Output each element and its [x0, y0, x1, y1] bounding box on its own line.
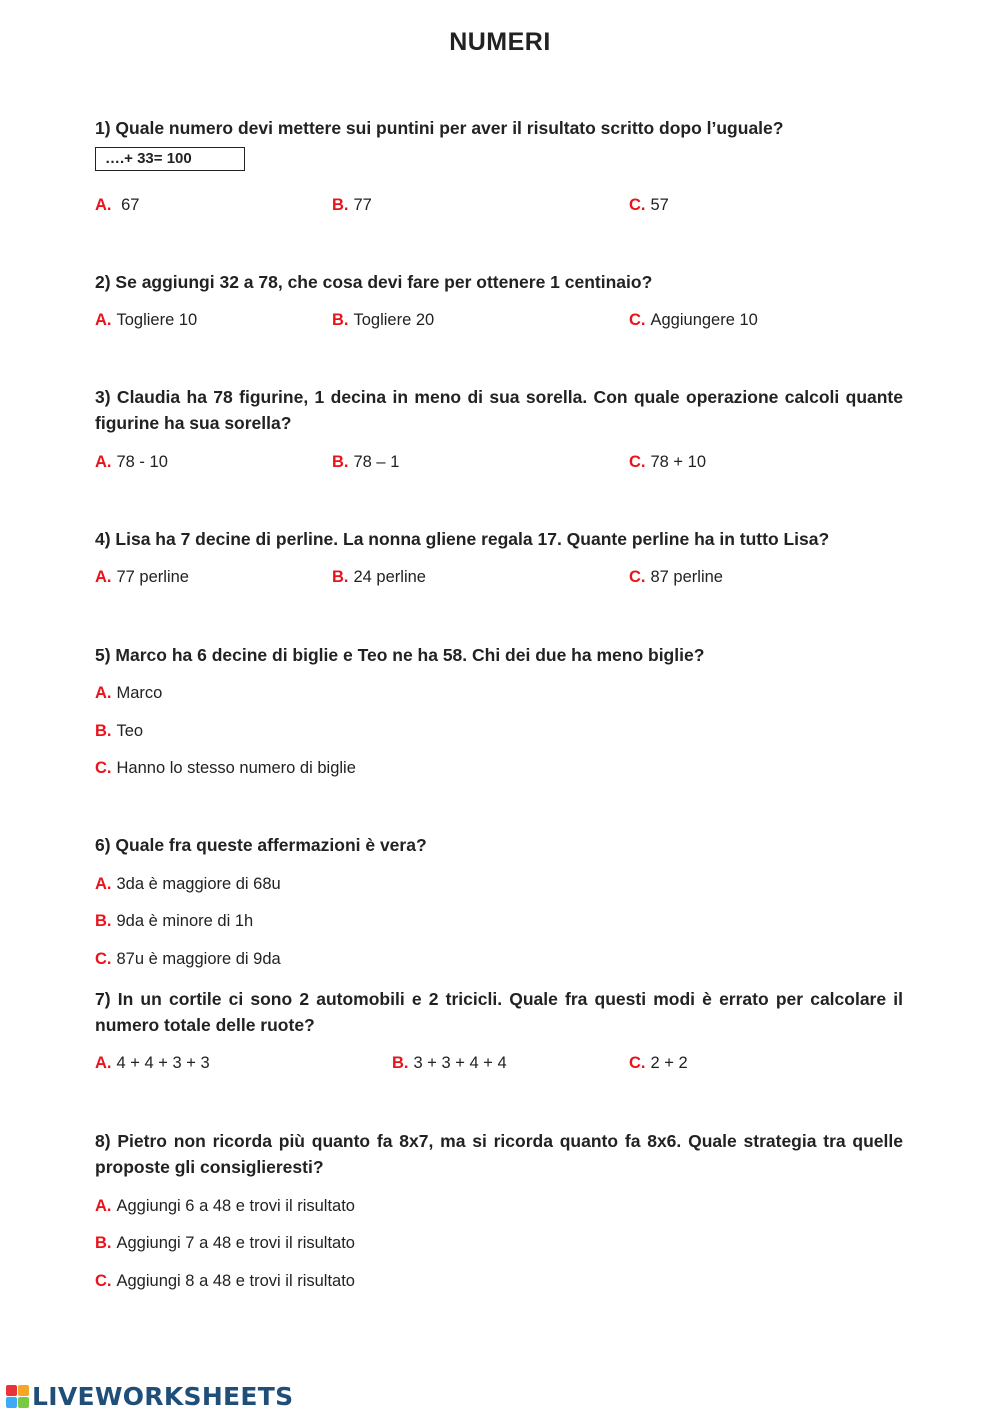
option-text: 4 + 4 + 3 + 3 [116, 1054, 210, 1072]
option-letter: B. [95, 1234, 112, 1252]
option-letter: C. [95, 1272, 112, 1290]
option-text: 87 perline [650, 568, 723, 586]
option-8c[interactable] [95, 1271, 355, 1291]
option-letter: B. [332, 453, 349, 471]
option-letter: A. [95, 684, 112, 702]
option-letter: C. [629, 568, 646, 586]
logo-square-blue [6, 1397, 17, 1408]
option-6a[interactable] [95, 874, 281, 894]
option-text: 3 + 3 + 4 + 4 [413, 1054, 507, 1072]
option-text: 78 - 10 [116, 453, 168, 471]
option-text: Aggiungi 7 a 48 e trovi il risultato [116, 1234, 355, 1252]
option-letter: C. [629, 311, 646, 329]
option-letter: A. [95, 875, 112, 893]
option-7a[interactable] [95, 1053, 210, 1073]
option-text: Togliere 20 [353, 311, 435, 329]
option-4b[interactable] [332, 567, 426, 587]
option-1a[interactable] [95, 195, 139, 215]
option-letter: A. [95, 1197, 112, 1215]
option-text: 78 – 1 [353, 453, 400, 471]
option-letter: B. [332, 311, 349, 329]
option-text: Hanno lo stesso numero di biglie [116, 759, 356, 777]
option-8a[interactable] [95, 1196, 355, 1216]
option-letter: C. [629, 1054, 646, 1072]
question-8: 8) Pietro non ricorda più quanto fa 8x7, ma si ricorda quanto fa 8x6. Quale strategia tra quelle proposte gli consiglieresti? [95, 1131, 903, 1177]
option-letter: A. [95, 453, 112, 471]
liveworksheets-logo[interactable] [6, 1381, 293, 1411]
option-text: Aggiungere 10 [650, 311, 758, 329]
logo-square-green [18, 1397, 29, 1408]
option-2b[interactable] [332, 310, 434, 330]
option-3b[interactable] [332, 452, 399, 472]
option-letter: A. [95, 568, 112, 586]
option-5b[interactable] [95, 721, 143, 741]
question-1: 1) Quale numero devi mettere sui puntini per aver il risultato scritto dopo l’uguale? [95, 118, 784, 138]
option-text: Teo [116, 722, 144, 740]
option-text: Togliere 10 [116, 311, 198, 329]
question-5: 5) Marco ha 6 decine di biglie e Teo ne ha 58. Chi dei due ha meno biglie? [95, 645, 705, 665]
option-letter: C. [95, 950, 112, 968]
option-4a[interactable] [95, 567, 189, 587]
option-letter: C. [95, 759, 112, 777]
option-text: 3da è maggiore di 68u [116, 875, 281, 893]
option-letter: A. [95, 196, 112, 214]
question-3: 3) Claudia ha 78 figurine, 1 decina in meno di sua sorella. Con quale operazione calcoli quante figurine ha sua sorella? [95, 387, 903, 433]
option-1b[interactable] [332, 195, 372, 215]
logo-text: LIVEWORKSHEETS [32, 1381, 294, 1411]
liveworksheets-logo-icon [6, 1385, 29, 1408]
option-text: 77 [353, 196, 372, 214]
option-letter: B. [392, 1054, 409, 1072]
question-6: 6) Quale fra queste affermazioni è vera? [95, 835, 427, 855]
option-letter: B. [95, 722, 112, 740]
option-letter: B. [332, 568, 349, 586]
question-4: 4) Lisa ha 7 decine di perline. La nonna gliene regala 17. Quante perline ha in tutto Lisa? [95, 529, 830, 549]
option-7c[interactable] [629, 1053, 688, 1073]
option-text: 24 perline [353, 568, 426, 586]
option-7b[interactable] [392, 1053, 507, 1073]
option-text: 77 perline [116, 568, 189, 586]
option-text: 2 + 2 [650, 1054, 688, 1072]
logo-square-red [6, 1385, 17, 1396]
option-2a[interactable] [95, 310, 197, 330]
option-letter: B. [95, 912, 112, 930]
option-6c[interactable] [95, 949, 281, 969]
option-text: Aggiungi 6 a 48 e trovi il risultato [116, 1197, 355, 1215]
option-text: 9da è minore di 1h [116, 912, 254, 930]
option-text: 87u è maggiore di 9da [116, 950, 281, 968]
option-letter: C. [629, 196, 646, 214]
option-3a[interactable] [95, 452, 168, 472]
option-5c[interactable] [95, 758, 356, 778]
page-title: NUMERI [449, 28, 551, 56]
option-8b[interactable] [95, 1233, 355, 1253]
option-4c[interactable] [629, 567, 723, 587]
option-6b[interactable] [95, 911, 253, 931]
option-letter: B. [332, 196, 349, 214]
option-1c[interactable] [629, 195, 669, 215]
question-7: 7) In un cortile ci sono 2 automobili e 2 tricicli. Quale fra questi modi è errato per calcolare il numero totale delle ruote? [95, 989, 903, 1035]
option-letter: C. [629, 453, 646, 471]
logo-square-orange [18, 1385, 29, 1396]
equation-box: ….+ 33= 100 [95, 147, 245, 171]
option-text: 57 [650, 196, 669, 214]
option-text: Marco [116, 684, 163, 702]
option-text: Aggiungi 8 a 48 e trovi il risultato [116, 1272, 355, 1290]
option-text: 67 [116, 196, 140, 214]
option-3c[interactable] [629, 452, 706, 472]
option-letter: A. [95, 311, 112, 329]
option-5a[interactable] [95, 683, 162, 703]
option-letter: A. [95, 1054, 112, 1072]
question-2: 2) Se aggiungi 32 a 78, che cosa devi fare per ottenere 1 centinaio? [95, 272, 653, 292]
option-text: 78 + 10 [650, 453, 707, 471]
option-2c[interactable] [629, 310, 758, 330]
